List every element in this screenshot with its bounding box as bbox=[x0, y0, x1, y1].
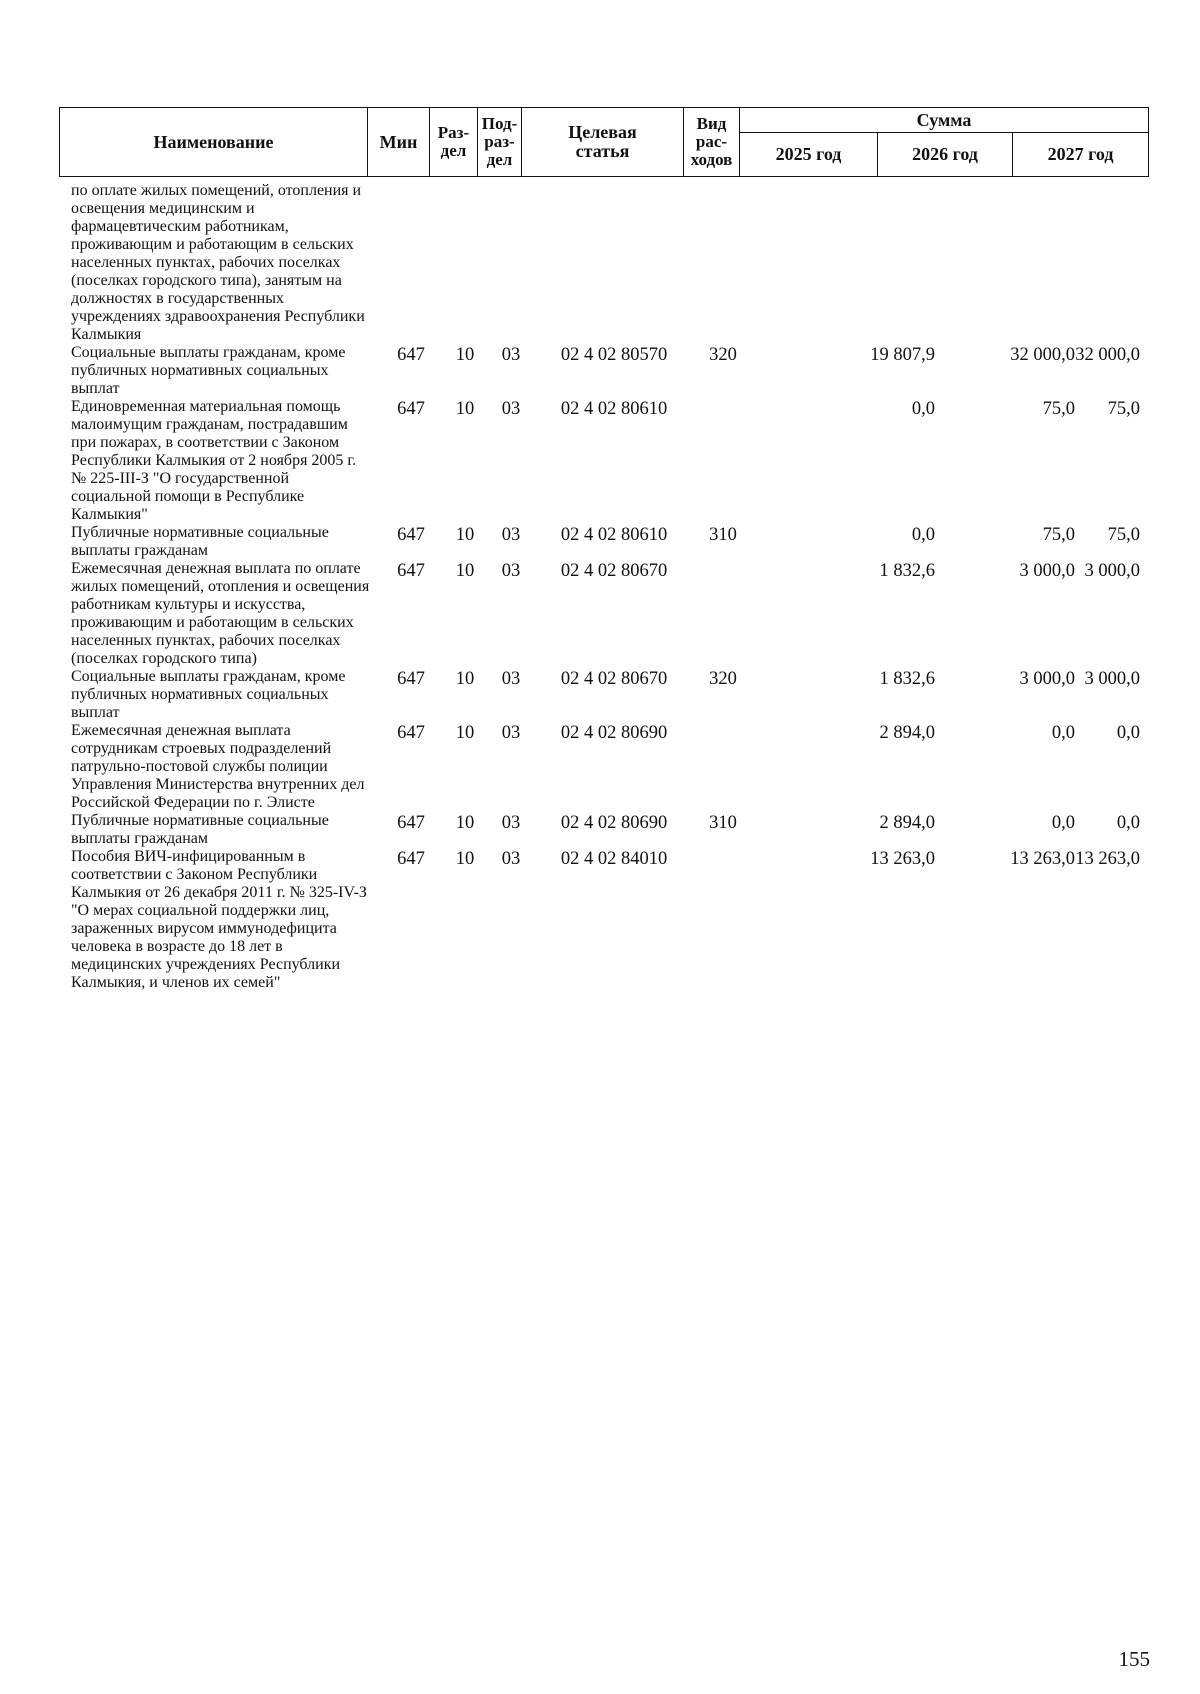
row-sum-2026: 3 000,0 bbox=[1019, 561, 1075, 581]
table-header bbox=[59, 107, 1149, 177]
row-razdel: 10 bbox=[455, 723, 475, 743]
table-row bbox=[59, 524, 1148, 560]
row-sum-2025: 0,0 bbox=[911, 525, 935, 545]
row-sum-2025: 1 832,6 bbox=[879, 669, 935, 689]
header-min: Мин bbox=[368, 108, 430, 177]
row-podrazdel: 03 bbox=[501, 525, 521, 545]
row-celevaya: 02 4 02 80570 bbox=[560, 345, 668, 365]
row-celevaya: 02 4 02 80670 bbox=[560, 669, 668, 689]
row-podrazdel: 03 bbox=[501, 723, 521, 743]
row-sum-2027: 13 263,0 bbox=[1075, 849, 1140, 869]
row-vid: 310 bbox=[709, 813, 737, 833]
page-number: 155 bbox=[1118, 1647, 1150, 1671]
row-sum-2026: 3 000,0 bbox=[1019, 669, 1075, 689]
row-min: 647 bbox=[397, 399, 425, 419]
row-celevaya: 02 4 02 84010 bbox=[560, 849, 668, 869]
row-sum-2026: 13 263,0 bbox=[1010, 849, 1075, 869]
row-sum-2025: 1 832,6 bbox=[879, 561, 935, 581]
row-celevaya: 02 4 02 80670 bbox=[560, 561, 668, 581]
row-name: Публичные нормативные социальные выплаты гражданам bbox=[71, 524, 329, 559]
row-sum-2025: 2 894,0 bbox=[879, 813, 935, 833]
row-min: 647 bbox=[397, 525, 425, 545]
row-podrazdel: 03 bbox=[501, 669, 521, 689]
header-year-2027: 2027 год bbox=[1013, 133, 1149, 177]
row-name: Ежемесячная денежная выплата сотрудникам строевых подразделений патрульно-постовой службы полиции Управления Министерства внутренних дел Российской Федерации по г. Элисте bbox=[71, 722, 365, 811]
row-razdel: 10 bbox=[455, 345, 475, 365]
row-sum-2025: 19 807,9 bbox=[870, 345, 935, 365]
row-podrazdel: 03 bbox=[501, 849, 521, 869]
header-year-2025: 2025 год bbox=[740, 133, 878, 177]
table-row bbox=[59, 344, 1148, 398]
row-sum-2025: 2 894,0 bbox=[879, 723, 935, 743]
row-podrazdel: 03 bbox=[501, 561, 521, 581]
row-min: 647 bbox=[397, 723, 425, 743]
row-podrazdel: 03 bbox=[501, 399, 521, 419]
row-sum-2025: 0,0 bbox=[911, 399, 935, 419]
row-name: Публичные нормативные социальные выплаты гражданам bbox=[71, 812, 329, 847]
header-celevaya: Целевая статья bbox=[522, 108, 684, 177]
table-body bbox=[59, 182, 1148, 992]
header-podrazdel: Под- раз- дел bbox=[478, 108, 522, 177]
row-razdel: 10 bbox=[455, 669, 475, 689]
row-sum-2026: 0,0 bbox=[1051, 813, 1075, 833]
row-celevaya: 02 4 02 80610 bbox=[560, 525, 668, 545]
row-name: Ежемесячная денежная выплата по оплате жилых помещений, отопления и освещения работникам культуры и искусства, проживающим и работающим в сельских населенных пунктах, рабочих поселках (поселках городского типа) bbox=[71, 560, 370, 667]
row-sum-2027: 0,0 bbox=[1116, 813, 1140, 833]
row-razdel: 10 bbox=[455, 813, 475, 833]
header-name: Наименование bbox=[60, 108, 368, 177]
row-razdel: 10 bbox=[455, 525, 475, 545]
row-min: 647 bbox=[397, 345, 425, 365]
row-min: 647 bbox=[397, 813, 425, 833]
row-sum-2027: 32 000,0 bbox=[1075, 345, 1140, 365]
row-sum-2026: 75,0 bbox=[1042, 399, 1075, 419]
row-razdel: 10 bbox=[455, 561, 475, 581]
row-celevaya: 02 4 02 80690 bbox=[560, 723, 668, 743]
row-podrazdel: 03 bbox=[501, 813, 521, 833]
table-row bbox=[59, 812, 1148, 848]
row-min: 647 bbox=[397, 849, 425, 869]
table-row bbox=[59, 722, 1148, 812]
row-sum-2026: 75,0 bbox=[1042, 525, 1075, 545]
table-row bbox=[59, 848, 1148, 992]
row-sum-2027: 75,0 bbox=[1107, 399, 1140, 419]
row-sum-2027: 3 000,0 bbox=[1084, 669, 1140, 689]
row-vid: 320 bbox=[709, 345, 737, 365]
row-vid: 320 bbox=[709, 669, 737, 689]
row-vid: 310 bbox=[709, 525, 737, 545]
row-razdel: 10 bbox=[455, 849, 475, 869]
row-razdel: 10 bbox=[455, 399, 475, 419]
row-sum-2025: 13 263,0 bbox=[870, 849, 935, 869]
row-sum-2026: 0,0 bbox=[1051, 723, 1075, 743]
row-sum-2027: 3 000,0 bbox=[1084, 561, 1140, 581]
row-min: 647 bbox=[397, 561, 425, 581]
row-min: 647 bbox=[397, 669, 425, 689]
row-podrazdel: 03 bbox=[501, 345, 521, 365]
header-summa: Сумма bbox=[740, 108, 1149, 133]
header-razdel: Раз- дел bbox=[430, 108, 478, 177]
row-name: Единовременная материальная помощь малоимущим гражданам, пострадавшим при пожарах, в соответствии с Законом Республики Калмыкия от 2 ноября 2005 г. № 225-III-З "О государственной социальной помощи в Республике Калмыкия" bbox=[71, 398, 357, 523]
row-name: по оплате жилых помещений, отопления и освещения медицинским и фармацевтическим работникам, проживающим и работающим в сельских населенных пунктах, рабочих поселках (поселках городского типа), занятым на должностях в государственных учреждениях здравоохранения Республики Калмыкия bbox=[71, 182, 365, 343]
row-celevaya: 02 4 02 80690 bbox=[560, 813, 668, 833]
header-vid: Вид рас- ходов bbox=[684, 108, 740, 177]
row-celevaya: 02 4 02 80610 bbox=[560, 399, 668, 419]
row-name: Социальные выплаты гражданам, кроме публичных нормативных социальных выплат bbox=[71, 344, 346, 397]
table-row bbox=[59, 398, 1148, 524]
row-sum-2026: 32 000,0 bbox=[1010, 345, 1075, 365]
row-sum-2027: 75,0 bbox=[1107, 525, 1140, 545]
table-row bbox=[59, 668, 1148, 722]
table-row bbox=[59, 182, 1148, 344]
row-name: Пособия ВИЧ-инфицированным в соответствии с Законом Республики Калмыкия от 26 декабря 2011 г. № 325-IV-З "О мерах социальной поддержки лиц, зараженных вирусом иммунодефицита человека в возрасте до 18 лет в медицинских учреждениях Республики Калмыкия, и членов их семей" bbox=[71, 848, 367, 991]
row-sum-2027: 0,0 bbox=[1116, 723, 1140, 743]
header-year-2026: 2026 год bbox=[878, 133, 1013, 177]
table-row bbox=[59, 560, 1148, 668]
row-name: Социальные выплаты гражданам, кроме публичных нормативных социальных выплат bbox=[71, 668, 346, 721]
